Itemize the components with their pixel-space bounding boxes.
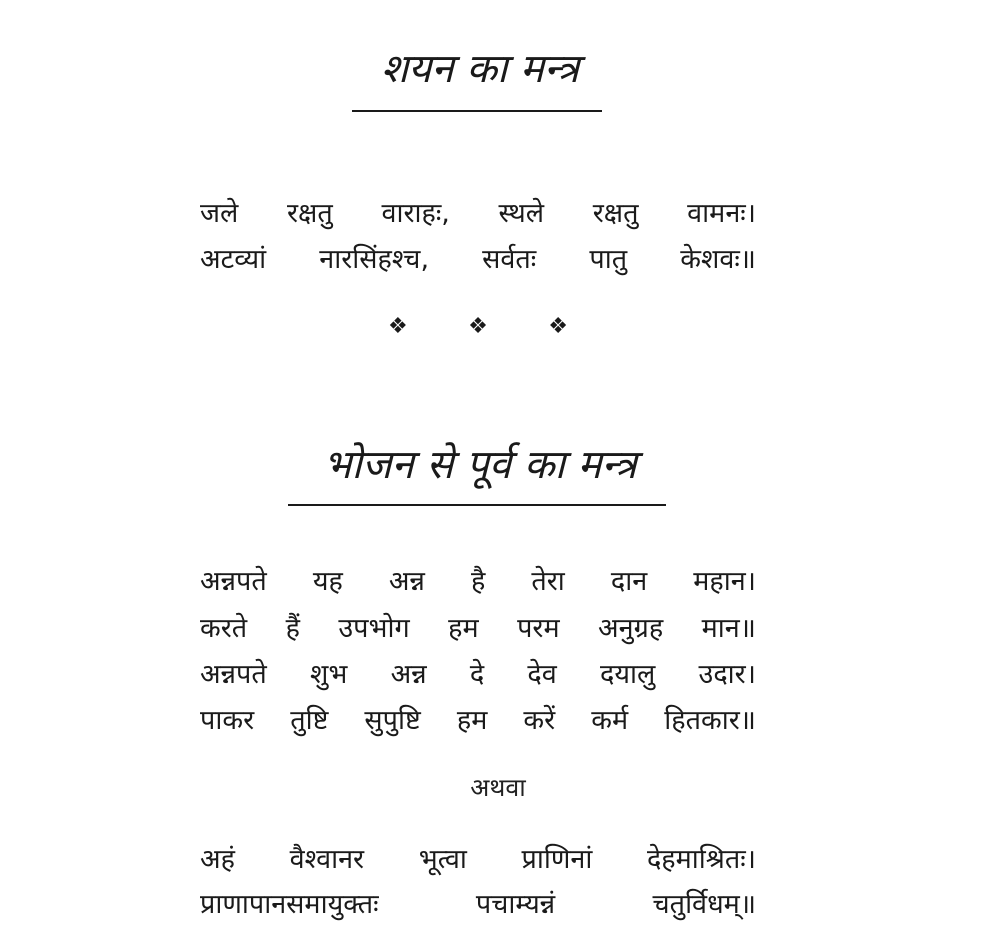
verse-word: रक्षतु bbox=[287, 198, 333, 229]
section1-title: शयन का मन्त्र bbox=[380, 46, 580, 92]
section1-title-underline bbox=[352, 110, 602, 112]
verse-word: उपभोग bbox=[338, 613, 410, 644]
verse-word: दयालु bbox=[600, 659, 656, 690]
verse-word: परम bbox=[517, 613, 560, 644]
verse-word: है bbox=[470, 566, 486, 597]
verse-line bbox=[200, 243, 756, 277]
verse-word: सर्वतः bbox=[482, 244, 537, 275]
verse-word: स्थले bbox=[498, 198, 545, 229]
diamond-ornament-icon: ❖ bbox=[468, 314, 488, 339]
verse-word: पाकर bbox=[200, 705, 255, 736]
verse-word: अन्नपते bbox=[200, 566, 267, 597]
verse-word: हम bbox=[448, 613, 479, 644]
verse-word: यह bbox=[312, 566, 343, 597]
verse-word: तेरा bbox=[531, 566, 565, 597]
verse-word: पातु bbox=[589, 244, 628, 275]
verse-word: रक्षतु bbox=[592, 198, 639, 229]
verse-word: वाराहः, bbox=[381, 198, 450, 229]
verse-line bbox=[200, 197, 756, 231]
verse-word: हम bbox=[456, 705, 488, 736]
verse-word: प्राणिनां bbox=[521, 844, 593, 875]
verse-word: वामनः। bbox=[687, 198, 756, 229]
verse-word: हैं bbox=[285, 613, 300, 644]
verse-word: सुपुष्टि bbox=[364, 705, 421, 736]
or-label: अथवा bbox=[470, 773, 526, 802]
section2-title: भोजन से पूर्व का मन्त्र bbox=[323, 442, 637, 488]
verse-line bbox=[200, 888, 756, 922]
verse-word: शुभ bbox=[309, 659, 348, 690]
verse-word: प्राणापानसमायुक्तः bbox=[200, 889, 379, 920]
verse-word: वैश्वानर bbox=[289, 844, 365, 875]
verse-word: पचाम्यन्नं bbox=[475, 889, 556, 920]
verse-word: नारसिंहश्च, bbox=[319, 244, 430, 275]
verse-word: भूत्वा bbox=[418, 844, 467, 875]
verse-word: जले bbox=[200, 198, 239, 229]
verse-word: तुष्टि bbox=[290, 705, 329, 736]
verse-line bbox=[200, 704, 756, 738]
diamond-ornament-icon: ❖ bbox=[548, 314, 568, 339]
verse-word: दे bbox=[469, 659, 485, 690]
verse-word: अन्न bbox=[390, 659, 427, 690]
diamond-ornament-icon: ❖ bbox=[388, 314, 408, 339]
verse-word: अटव्यां bbox=[200, 244, 267, 275]
section2-title-underline bbox=[288, 504, 666, 506]
verse-word: हितकार॥ bbox=[664, 705, 756, 736]
verse-word: दान bbox=[610, 566, 648, 597]
section-separator bbox=[388, 312, 568, 342]
verse-word: अनुग्रह bbox=[598, 613, 664, 644]
verse-line bbox=[200, 843, 756, 877]
verse-word: अन्नपते bbox=[200, 659, 267, 690]
verse-word: करें bbox=[523, 705, 556, 736]
verse-word: महान। bbox=[693, 566, 756, 597]
verse-word: देहमाश्रितः। bbox=[646, 844, 756, 875]
verse-word: मान॥ bbox=[701, 613, 756, 644]
verse-word: देव bbox=[527, 659, 557, 690]
verse-word: उदार। bbox=[698, 659, 756, 690]
verse-word: करते bbox=[200, 613, 248, 644]
verse-word: चतुर्विधम्॥ bbox=[652, 889, 756, 920]
verse-line bbox=[200, 565, 756, 599]
verse-word: केशवः॥ bbox=[680, 244, 756, 275]
verse-word: अन्न bbox=[388, 566, 425, 597]
verse-word: कर्म bbox=[591, 705, 629, 736]
verse-word: अहं bbox=[200, 844, 235, 875]
verse-line bbox=[200, 612, 756, 646]
verse-line bbox=[200, 658, 756, 692]
